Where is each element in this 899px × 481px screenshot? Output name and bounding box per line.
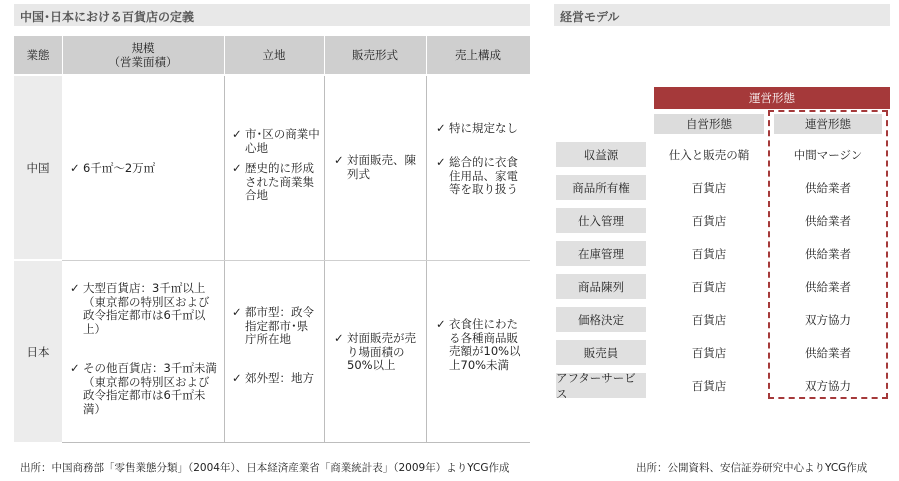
china-scale-item: ✓ 6千㎡～2万㎡ [70,161,156,175]
japan-location-item: ✓ 都市型：政令指定都市･県庁所在地 [232,305,314,346]
left-source-note: 出所：中国商務部「零售業態分類」（2004年）、日本経済産業省「商業統計表」（2009年）よりYCG作成 [20,462,510,474]
japan-scale-item: ✓ その他百貨店：3千㎡未満（東京都の特別区および政令指定都市は6千㎡未満） [70,361,217,416]
japan-location-item: ✓ 郊外型：地方 [232,371,314,385]
china-sales-mix-item: ✓ 特に規定なし [436,121,518,135]
model-row-own-value: 百貨店 [691,379,727,393]
model-row-own-value: 仕入と販売の鞘 [668,148,750,162]
check-icon: ✓ [70,361,80,375]
model-row-own-value: 百貨店 [691,247,727,261]
header-location: 立地 [224,36,324,74]
row-divider [62,260,530,261]
model-row-joint-value: 供給業者 [805,280,851,294]
model-row-label: 価格決定 [556,307,646,332]
model-row-label: 仕入管理 [556,208,646,233]
model-row-joint-value: 双方協力 [805,313,851,327]
left-section-title: 中国･日本における百貨店の定義 [20,10,195,24]
model-row-own-value: 百貨店 [691,181,727,195]
right-source-note: 出所：公開資料、安信証券研究中心よりYCG作成 [636,462,868,474]
divider [224,36,225,74]
china-location-item: ✓ 歴史的に形成された商業集合地 [232,161,314,202]
check-icon: ✓ [436,155,446,169]
header-sales-format: 販売形式 [324,36,426,74]
header-own-operation: 自営形態 [654,114,764,134]
row-label-china: 中国 [14,76,62,259]
model-row-joint-value: 中間マージン [793,148,863,162]
divider [426,36,427,74]
model-row-own-value: 百貨店 [691,280,727,294]
model-row-joint-value: 供給業者 [805,181,851,195]
divider [324,36,325,74]
check-icon: ✓ [232,127,242,141]
divider [62,36,63,74]
model-row-own-value: 百貨店 [691,214,727,228]
model-row-joint-value: 供給業者 [805,247,851,261]
check-icon: ✓ [232,161,242,175]
header-gyotai: 業態 [14,36,62,74]
model-row-label: 収益源 [556,142,646,167]
check-icon: ✓ [334,153,344,167]
model-row-label: 在庫管理 [556,241,646,266]
model-row-label: 商品陳列 [556,274,646,299]
model-row-own-value: 百貨店 [691,346,727,360]
check-icon: ✓ [70,281,80,295]
header-scale-text: 規模 （営業面積） [108,41,178,69]
check-icon: ✓ [436,317,446,331]
model-row-label: 販売員 [556,340,646,365]
check-icon: ✓ [232,371,242,385]
japan-scale-item: ✓ 大型百貨店：3千㎡以上（東京都の特別区および政令指定都市は6千㎡以上） [70,281,210,336]
divider [224,76,225,442]
header-sales-mix: 売上構成 [426,36,530,74]
row-label-japan: 日本 [14,261,62,442]
divider [324,76,325,442]
model-row-joint-value: 供給業者 [805,214,851,228]
check-icon: ✓ [436,121,446,135]
model-row-joint-value: 双方協力 [805,379,851,393]
china-sales-mix-item: ✓ 総合的に衣食住用品、家電等を取り扱う [436,155,518,196]
right-section-title: 経営モデル [560,10,620,24]
model-row-joint-value: 供給業者 [805,346,851,360]
row-divider [62,442,530,443]
japan-sales-mix-item: ✓ 衣食住にわたる各種商品販売額が10%以上70%未満 [436,317,521,372]
japan-sales-format-item: ✓ 対面販売が売り場面積の50%以上 [334,331,416,372]
model-row-own-value: 百貨店 [691,313,727,327]
model-row-label: 商品所有権 [556,175,646,200]
header-scale [62,36,224,74]
model-row-label: アフターサービス [556,373,646,398]
check-icon: ✓ [232,305,242,319]
header-joint-operation: 連営形態 [774,114,882,134]
china-sales-format-item: ✓ 対面販売、陳列式 [334,153,416,181]
china-location-item: ✓ 市･区の商業中心地 [232,127,320,155]
check-icon: ✓ [70,161,80,175]
divider [426,76,427,442]
check-icon: ✓ [334,331,344,345]
operation-form-banner: 運営形態 [654,87,890,109]
